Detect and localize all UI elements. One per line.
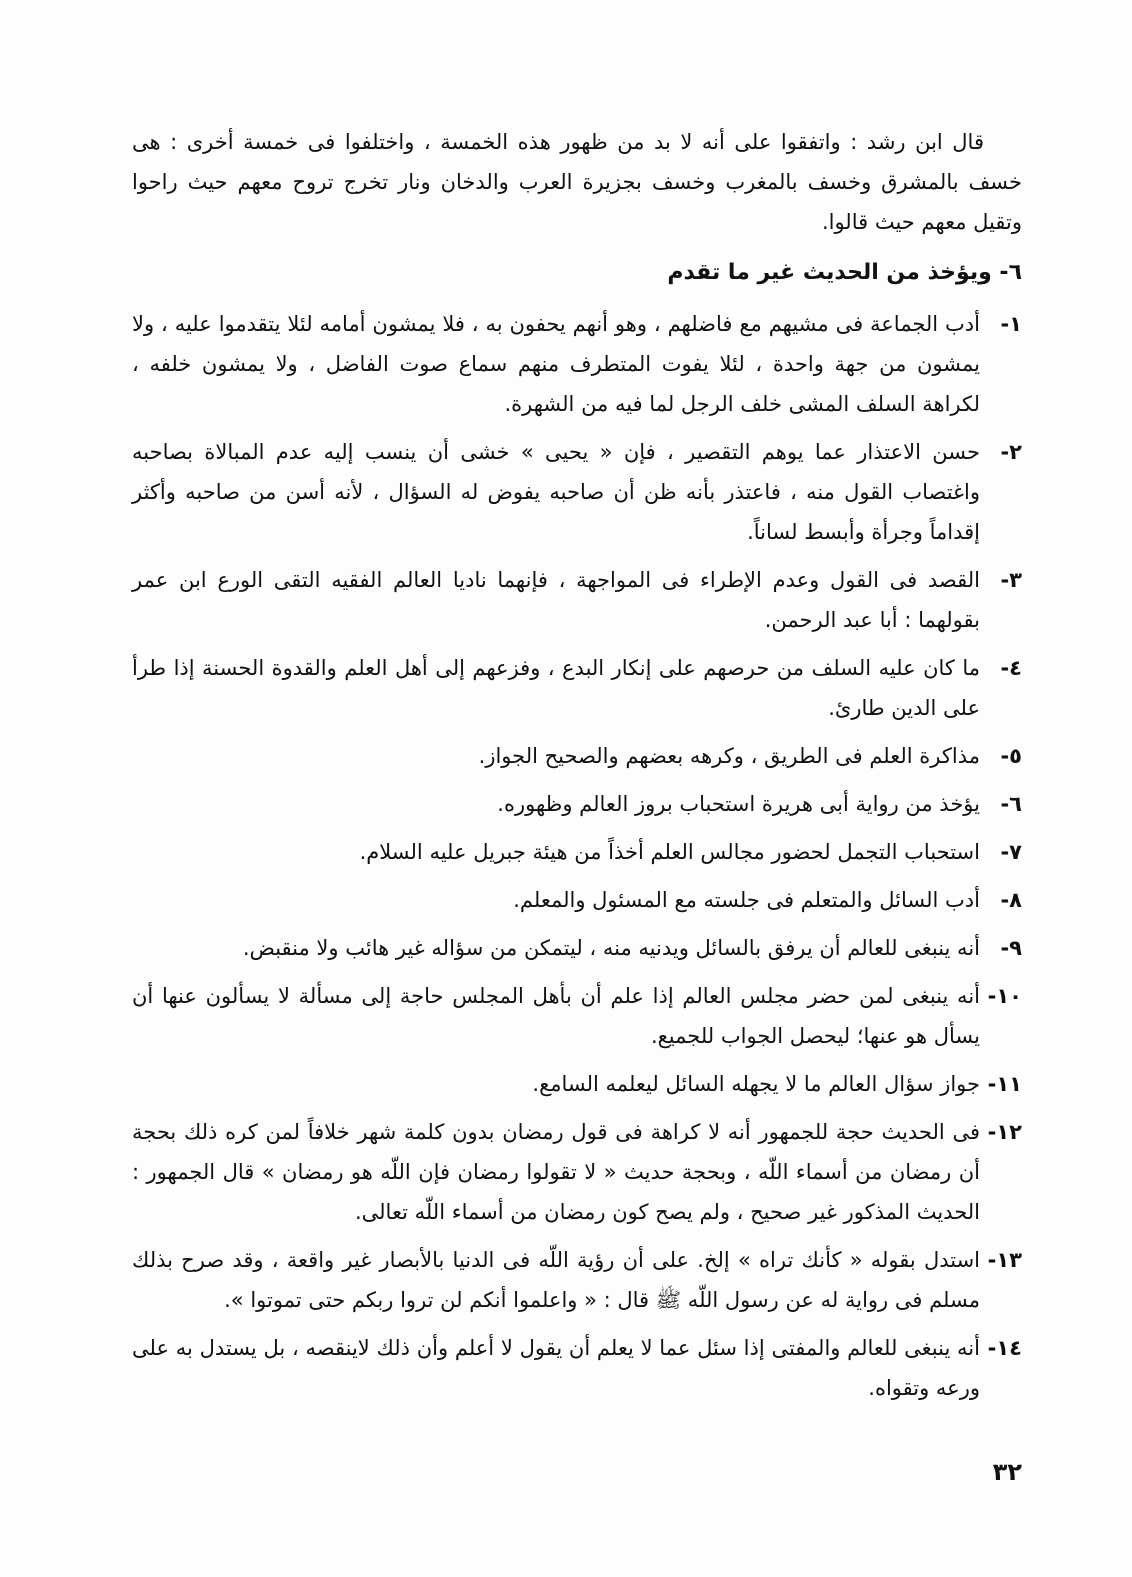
page-body: [132, 122, 1022, 1416]
item-text: ما كان عليه السلف من حرصهم على إنكار البدع ، وفزعهم إلى أهل العلم والقدوة الحسنة إذا طرأ على الدين طارئ.: [132, 656, 980, 720]
item-number: ١٠-: [987, 984, 1022, 1008]
intro-paragraph: قال ابن رشد : واتفقوا على أنه لا بد من ظهور هذه الخمسة ، واختلفوا فى خمسة أخرى : هى خسف بالمشرق وخسف بالمغرب وخسف بجزيرة العرب والدخان ونار تخرج تروح معهم حيث راحوا وتقيل معهم حيث قالوا.: [132, 130, 1022, 234]
item-number: ١٢-: [987, 1120, 1022, 1144]
list-item: [132, 736, 1022, 776]
item-number: ١١-: [987, 1072, 1022, 1096]
list-item: [132, 1064, 1022, 1104]
item-text: القصد فى القول وعدم الإطراء فى المواجهة ، فإنهما ناديا العالم الفقيه التقى الورع ابن عمر بقولهما : أبا عبد الرحمن.: [132, 568, 980, 632]
list-item: [132, 880, 1022, 920]
item-number: ٨-: [1000, 888, 1022, 912]
list-item: [132, 432, 1022, 552]
item-text: أدب الجماعة فى مشيهم مع فاضلهم ، وهو أنهم يحفون به ، فلا يمشون أمامه لئلا يتقدموا عليه ، ولا يمشون من جهة واحدة ، لئلا يفوت المتطرف منهم سماع صوت الفاضل ، ولا يمشون خلفه ، لكراهة السلف المشى خلف الرجل لما فيه من الشهرة.: [132, 312, 980, 416]
item-number: ١٣-: [987, 1248, 1022, 1272]
item-text: جواز سؤال العالم ما لا يجهله السائل ليعلمه السامع.: [532, 1072, 980, 1096]
item-text: استحباب التجمل لحضور مجالس العلم أخذاً من هيئة جبريل عليه السلام.: [359, 840, 980, 864]
item-text: فى الحديث حجة للجمهور أنه لا كراهة فى قول رمضان بدون كلمة شهر خلافاً لمن كره ذلك بحجة أن رمضان من أسماء اللّه ، وبحجة حديث « لا تقولوا رمضان فإن اللّه هو رمضان » قال الجمهور : الحديث المذكور غير صحيح ، ولم يصح كون رمضان من أسماء اللّه تعالى.: [132, 1120, 980, 1224]
list-item: [132, 928, 1022, 968]
item-number: ٣-: [1000, 568, 1022, 592]
list-item: [132, 784, 1022, 824]
list-item: [132, 560, 1022, 640]
item-number: ١٤-: [987, 1336, 1022, 1360]
item-number: ١-: [1000, 312, 1022, 336]
item-text: أنه ينبغى للعالم أن يرفق بالسائل ويدنيه منه ، ليتمكن من سؤاله غير هائب ولا منقبض.: [242, 936, 980, 960]
item-number: ٧-: [1000, 840, 1022, 864]
item-text: حسن الاعتذار عما يوهم التقصير ، فإن « يحيى » خشى أن ينسب إليه عدم المبالاة بصاحبه واغتصاب القول منه ، فاعتذر بأنه ظن أن صاحبه يفوض له السؤال ، لأنه أسن من صاحبه وأكثر إقداماً وجرأة وأبسط لساناً.: [132, 440, 980, 544]
item-number: ٢-: [1000, 440, 1022, 464]
list-item: [132, 1112, 1022, 1232]
list-item: [132, 976, 1022, 1056]
item-text: أنه ينبغى للعالم والمفتى إذا سئل عما لا يعلم أن يقول لا أعلم وأن ذلك لاينقصه ، بل يستدل به على ورعه وتقواه.: [132, 1336, 980, 1400]
item-number: ٤-: [1000, 656, 1022, 680]
item-text: أدب السائل والمتعلم فى جلسته مع المسئول والمعلم.: [513, 888, 980, 912]
item-text: يؤخذ من رواية أبى هريرة استحباب بروز العالم وظهوره.: [497, 792, 980, 816]
list-item: [132, 832, 1022, 872]
item-text: استدل بقوله « كأنك تراه » إلخ. على أن رؤية اللّه فى الدنيا بالأبصار غير واقعة ، وقد صرح بذلك مسلم فى رواية له عن رسول اللّه ﷺ قال : « واعلموا أنكم لن تروا ربكم حتى تموتوا ».: [132, 1248, 980, 1312]
list-item: [132, 304, 1022, 424]
item-number: ٩-: [1000, 936, 1022, 960]
list-item: [132, 1240, 1022, 1320]
page-number: ٣٢: [992, 1458, 1022, 1486]
list-item: [132, 648, 1022, 728]
item-number: ٥-: [1000, 744, 1022, 768]
item-number: ٦-: [1000, 792, 1022, 816]
item-text: أنه ينبغى لمن حضر مجلس العالم إذا علم أن بأهل المجلس حاجة إلى مسألة لا يسألون عنها أن يسأل هو عنها؛ ليحصل الجواب للجميع.: [132, 984, 980, 1048]
item-text: مذاكرة العلم فى الطريق ، وكرهه بعضهم والصحيح الجواز.: [478, 744, 980, 768]
section-heading: ٦- ويؤخذ من الحديث غير ما تقدم: [667, 260, 1022, 285]
numbered-list: [132, 304, 1022, 1408]
list-item: [132, 1328, 1022, 1408]
